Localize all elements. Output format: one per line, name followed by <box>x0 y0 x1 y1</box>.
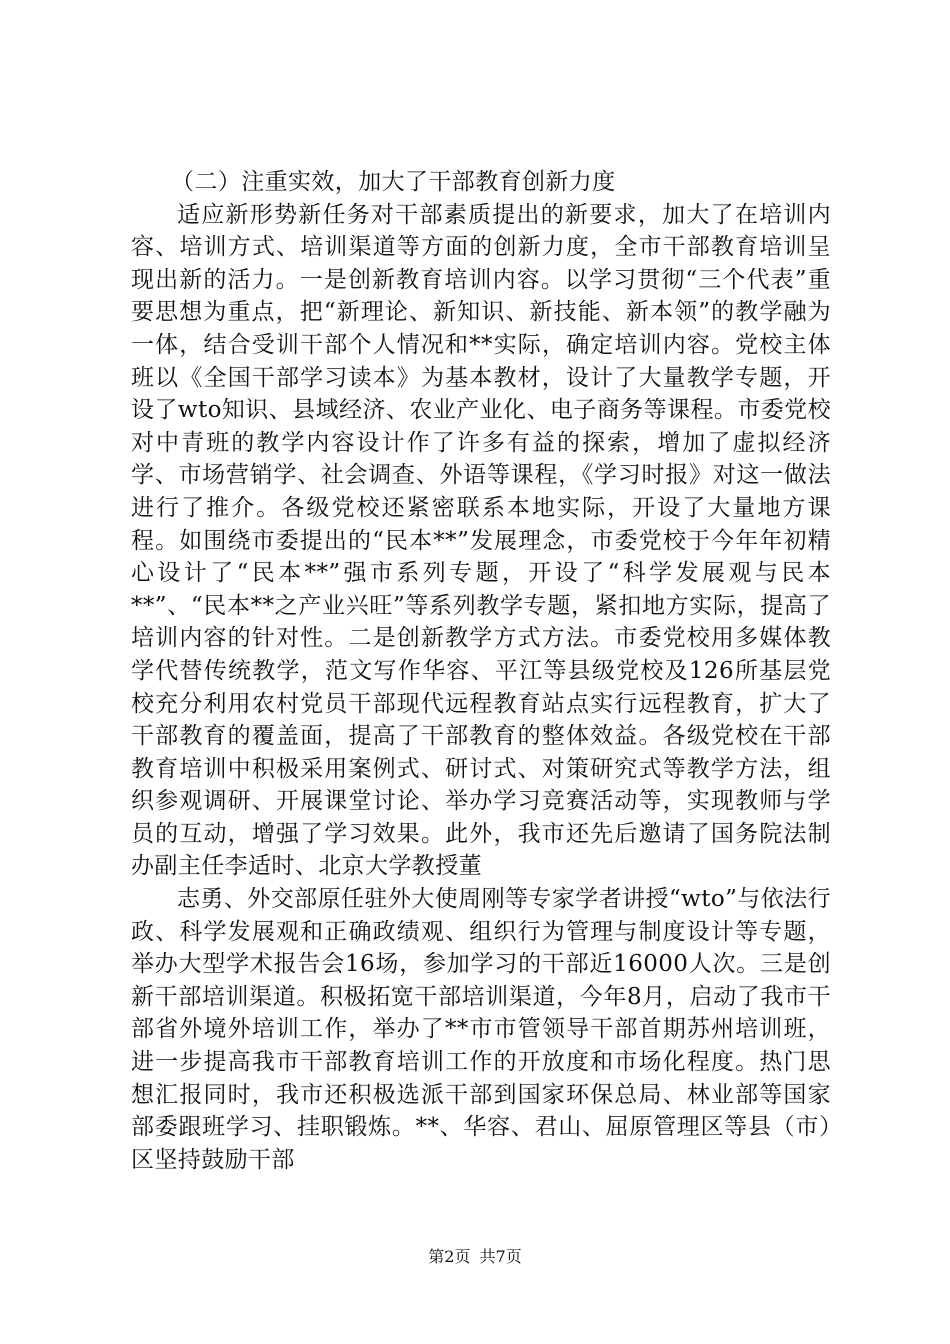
paragraph-2: 志勇、外交部原任驻外大使周刚等专家学者讲授“wto”与依法行政、科学发展观和正确政绩观、组织行为管理与制度设计等专题，举办大型学术报告会16场，参加学习的干部近16000人次。三是创新干部培训渠道。积极拓宽干部培训渠道，今年8月，启动了我市干部省外境外培训工作，举办了**市市管领导干部首期苏州培训班，进一步提高我市干部教育培训工作的开放度和市场化程度。热门思想汇报同时，我市还积极选派干部到国家环保总局、林业部等国家部委跟班学习、挂职锻炼。**、华容、君山、屈原管理区等县（市）区坚持鼓励干部 <box>131 886 831 1173</box>
page-footer <box>0 1247 950 1267</box>
paragraph-1: 适应新形势新任务对干部素质提出的新要求，加大了在培训内容、培训方式、培训渠道等方面的创新力度，全市干部教育培训呈现出新的活力。一是创新教育培训内容。以学习贯彻“三个代表”重要思想为重点，把“新理论、新知识、新技能、新本领”的教学融为一体，结合受训干部个人情况和**实际，确定培训内容。党校主体班以《全国干部学习读本》为基本教材，设计了大量教学专题，开设了wto知识、县域经济、农业产业化、电子商务等课程。市委党校对中青班的教学内容设计作了许多有益的探索，增加了虚拟经济学、市场营销学、社会调查、外语等课程，《学习时报》对这一做法进行了推介。各级党校还紧密联系本地实际，开设了大量地方课程。如围绕市委提出的“民本**”发展理念，市委党校于今年年初精心设计了“民本**”强市系列专题，开设了“科学发展观与民本**”、“民本**之产业兴旺”等系列教学专题，紧扣地方实际，提高了培训内容的针对性。二是创新教学方式方法。市委党校用多媒体教学代替传统教学，范文写作华容、平江等县级党校及126所基层党校充分利用农村党员干部现代远程教育站点实行远程教育，扩大了干部教育的覆盖面，提高了干部教育的整体效益。各级党校在干部教育培训中积极采用案例式、研讨式、对策研究式等教学方法，组织参观调研、开展课堂讨论、举办学习竞赛活动等，实现教师与学员的互动，增强了学习效果。此外，我市还先后邀请了国务院法制办副主任李适时、北京大学教授董 <box>131 201 831 880</box>
section-heading: （二）注重实效，加大了干部教育创新力度 <box>171 169 616 195</box>
page-number: 第2页 <box>428 1247 471 1266</box>
document-body <box>131 166 831 1176</box>
page-total: 共7页 <box>479 1247 522 1266</box>
